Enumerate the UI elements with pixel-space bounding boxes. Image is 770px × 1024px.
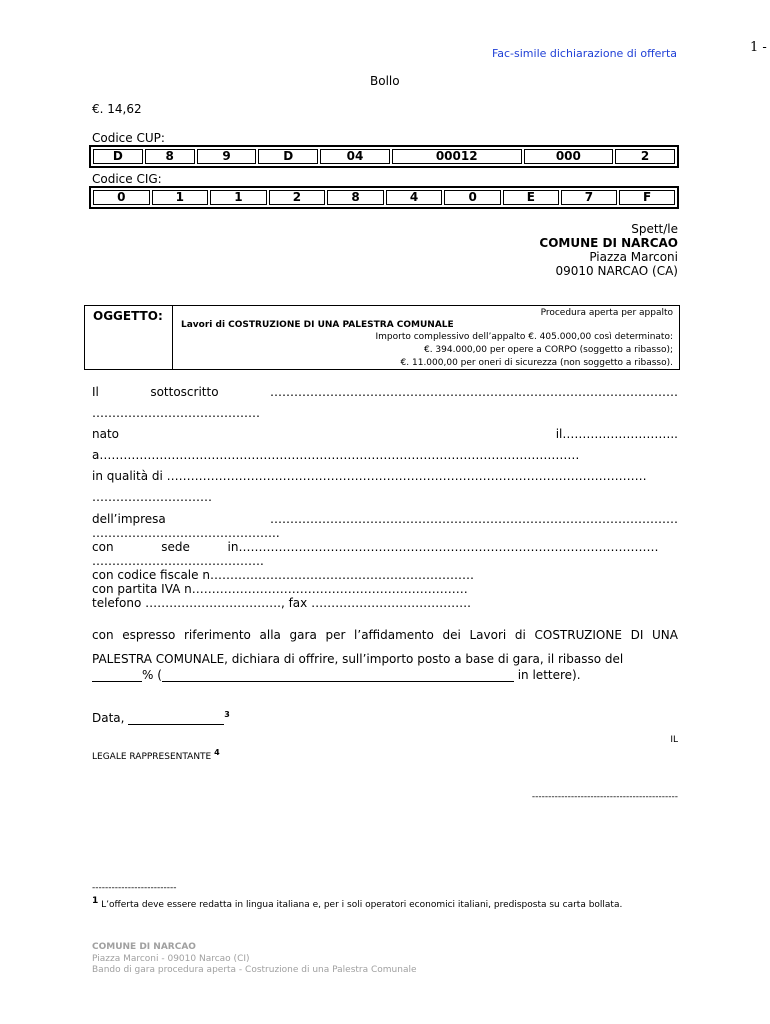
recipient-name: COMUNE DI NARCAO	[539, 236, 678, 250]
form-sottoscritto-line	[92, 385, 678, 399]
recipient-city: 09010 NARCAO (CA)	[555, 264, 678, 278]
form-qualita-line	[92, 469, 678, 483]
oggetto-title: Lavori di COSTRUZIONE DI UNA PALESTRA COMUNALE	[181, 320, 454, 330]
cup-cell: D	[258, 149, 318, 164]
offer-paragraph: con espresso riferimento alla gara per l’affidamento dei Lavori di COSTRUZIONE DI UNA PALESTRA COMUNALE, dichiara di offrire, sull’importo posto a base di gara, il ribasso del	[92, 628, 678, 666]
form-telefono-fax: telefono ……………………………., fax ………………………………….	[92, 596, 471, 610]
ribasso-letters-field[interactable]	[162, 669, 514, 682]
form-impresa-dots: …………………………………………………………………………………………	[270, 512, 678, 526]
footnote-1	[92, 896, 678, 911]
ribasso-lettere-label: in lettere).	[513, 668, 581, 682]
date-label: Data,	[92, 711, 129, 725]
cup-cell: 2	[615, 149, 675, 164]
footnote-ref-4: 4	[214, 748, 220, 757]
recipient-street: Piazza Marconi	[589, 250, 678, 264]
page-number: 1 -	[750, 40, 767, 55]
oggetto-procedure: Procedura aperta per appalto	[540, 308, 673, 318]
cup-label: Codice CUP:	[92, 131, 165, 145]
cup-cell: 8	[145, 149, 195, 164]
form-a-dots: a…………………………………………………………………………………………………………	[92, 448, 580, 462]
oggetto-amount: Importo complessivo dell’appalto €. 405.000,00 così determinato:	[375, 332, 673, 342]
cig-cell: 7	[561, 190, 618, 205]
cig-label: Codice CIG:	[92, 172, 162, 186]
form-sede: sede	[161, 540, 190, 554]
form-sede-line	[92, 540, 678, 554]
date-line	[92, 710, 678, 725]
footnote-rule: --------------------------	[92, 883, 177, 893]
cup-cell: 000	[524, 149, 614, 164]
form-codice-fiscale: con codice fiscale n…………………………………………………………	[92, 568, 474, 582]
form-nato-line	[92, 427, 678, 441]
form-qualita-dots2: …………………………	[92, 490, 212, 504]
footnote-number: 1	[92, 896, 99, 906]
form-sottoscritto-dots: …………………………………………………………………………………………	[270, 385, 678, 399]
cup-cell: D	[93, 149, 143, 164]
recipient-address	[539, 222, 678, 278]
form-qualita-dots: …………………………………………………………………………………………………………	[166, 469, 647, 483]
cig-table	[89, 186, 679, 209]
footer-bando: Bando di gara procedura aperta - Costruzione di una Palestra Comunale	[92, 965, 417, 975]
form-partita-iva: con partita IVA n……………………………………………………………	[92, 582, 468, 596]
cup-table	[89, 145, 679, 168]
form-in-dots: in……………………………………………………………………………………………	[227, 540, 659, 554]
form-il: Il	[92, 385, 99, 399]
cig-cell: 0	[444, 190, 501, 205]
ribasso-pct-label: % (	[142, 668, 162, 682]
form-impresa-dots2: ………………………………………..	[92, 526, 280, 540]
form-sottoscritto-dots2: ……………………………………	[92, 406, 260, 420]
ribasso-percent-field[interactable]	[92, 669, 142, 682]
oggetto-sicurezza: €. 11.000,00 per oneri di sicurezza (non soggetto a ribasso).	[400, 358, 673, 368]
cig-cell: 4	[386, 190, 443, 205]
footnote-ref-3: 3	[224, 710, 230, 719]
form-sede-dots2: …………………………………….	[92, 554, 264, 568]
form-il-dots: il………………………..	[555, 427, 678, 441]
cig-cell: 8	[327, 190, 384, 205]
cup-cell: 9	[197, 149, 257, 164]
cup-cell: 00012	[392, 149, 522, 164]
footer-org: COMUNE DI NARCAO	[92, 942, 196, 952]
offer-ribasso-line	[92, 668, 678, 682]
date-field[interactable]	[128, 712, 224, 725]
footer-address: Piazza Marconi - 09010 Narcao (CI)	[92, 954, 250, 964]
oggetto-label: OGGETTO:	[85, 306, 173, 369]
cig-cell: F	[619, 190, 675, 205]
cig-cell: 1	[210, 190, 267, 205]
recipient-salutation: Spett/le	[631, 222, 678, 236]
footnote-text: L’offerta deve essere redatta in lingua italiana e, per i soli operatori economici italiani, predisposta su carta bollata.	[98, 900, 623, 910]
stamp-price: €. 14,62	[92, 102, 142, 116]
bollo-label: Bollo	[370, 74, 400, 88]
legale-label: LEGALE RAPPRESENTANTE	[92, 752, 215, 762]
cig-cell: 1	[152, 190, 209, 205]
cup-cell: 04	[320, 149, 390, 164]
legale-rappresentante	[92, 748, 220, 762]
signature-il: IL	[670, 735, 678, 745]
cig-cell: 0	[93, 190, 150, 205]
form-nato: nato	[92, 427, 120, 441]
cig-cell: 2	[269, 190, 326, 205]
form-sottoscritto: sottoscritto	[150, 385, 219, 399]
form-impresa-line	[92, 512, 678, 526]
document-header-title: Fac-simile dichiarazione di offerta	[491, 47, 677, 60]
oggetto-corpo: €. 394.000,00 per opere a CORPO (soggetto a ribasso);	[423, 345, 673, 355]
form-impresa: dell’impresa	[92, 512, 166, 526]
form-con: con	[92, 540, 114, 554]
signature-line: ---------------------------------------------	[531, 792, 678, 802]
form-qualita: in qualità di	[92, 469, 163, 483]
cig-cell: E	[503, 190, 559, 205]
oggetto-box	[84, 305, 680, 370]
